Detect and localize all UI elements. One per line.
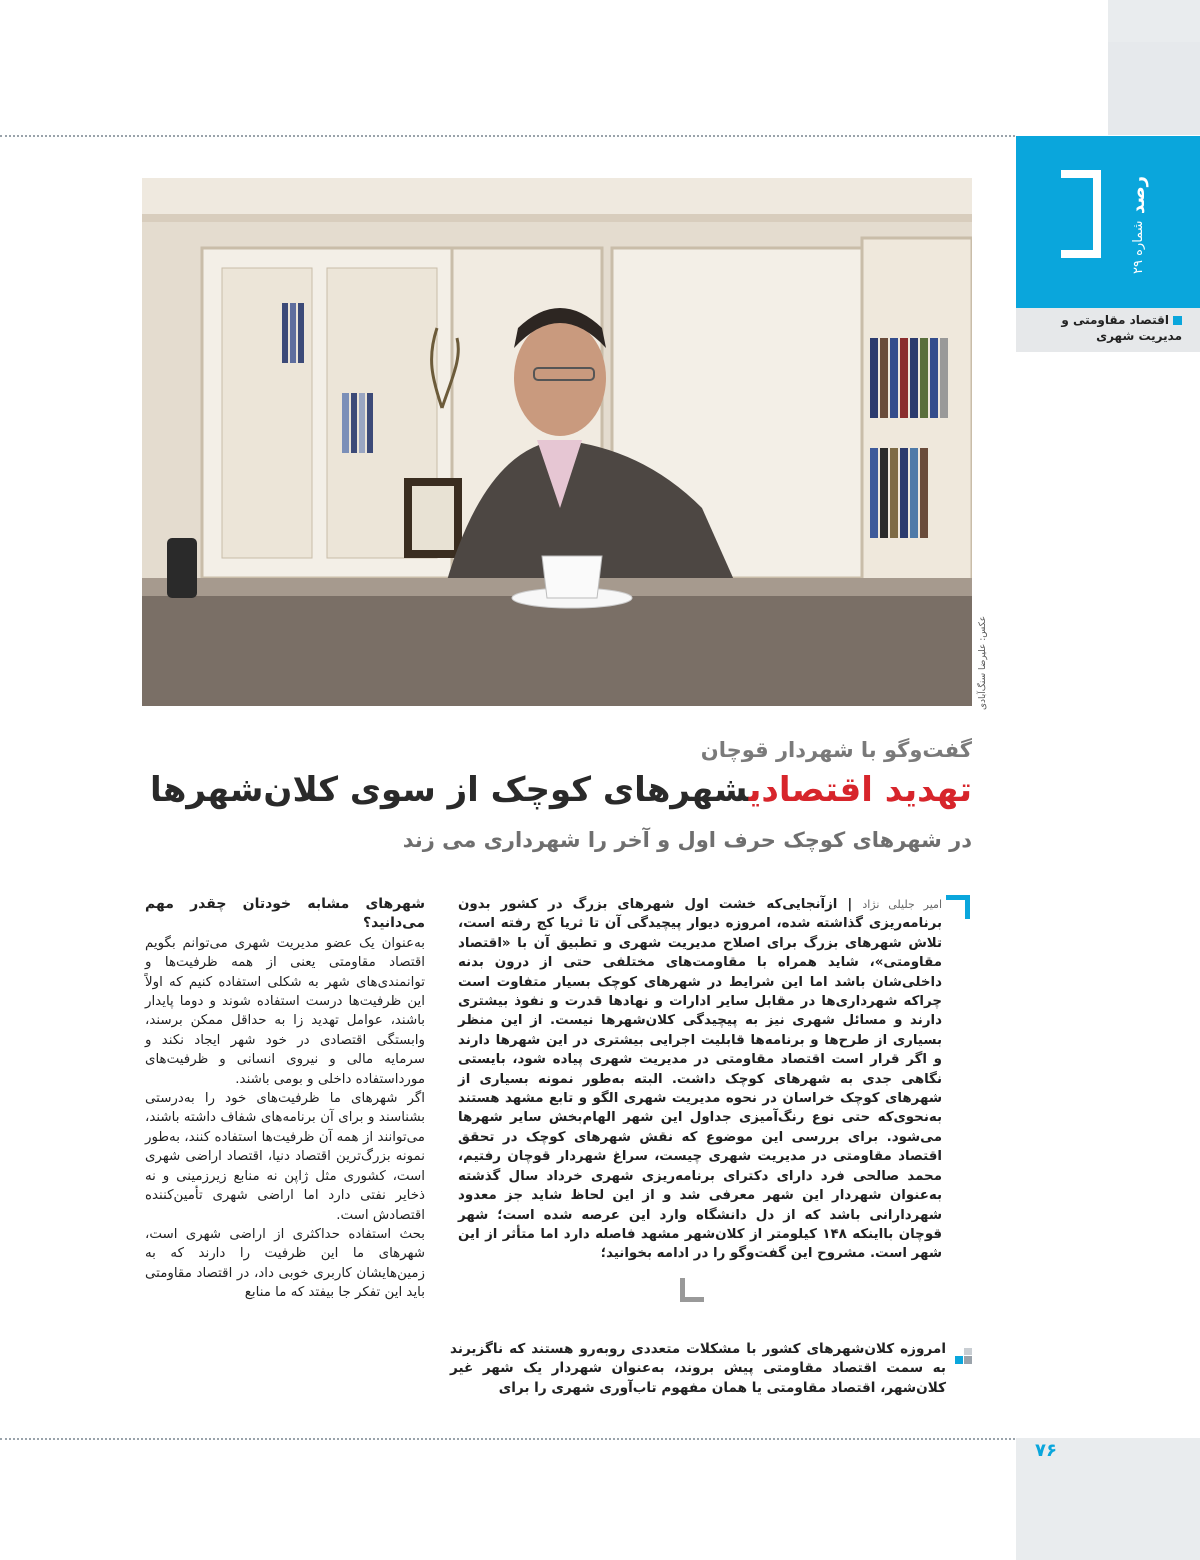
masthead-block <box>1016 136 1200 308</box>
photo-credit: عکس: علیرضا سنگ‌آبادی <box>978 615 988 710</box>
byline-separator: | <box>837 897 853 912</box>
section-square-icon <box>1173 316 1182 325</box>
question-1-text: امروزه کلان‌شهرهای کشور با مشکلات متعددی روبه‌رو هستند که ناگزیرند به سمت اقتصاد مقاومتی پیش بروند، به‌عنوان شهردار یک شهر غیر کلان‌شهر، اقتصاد مقاومتی یا همان مفهوم تاب‌آوری شهری را برای <box>450 1341 946 1396</box>
intro-end-icon <box>680 1278 704 1302</box>
issue-label <box>1128 170 1168 280</box>
kicker: گفت‌وگو با شهردار قوچان <box>700 738 972 762</box>
issue-logo-icon <box>1055 168 1103 260</box>
interview-photo <box>142 178 972 706</box>
question-1-continued: شهرهای مشابه خودتان چقدر مهم می‌دانید؟ <box>145 896 425 932</box>
headline <box>150 770 972 810</box>
question-1 <box>450 1340 970 1398</box>
page-number: ۷۶ <box>1035 1440 1057 1461</box>
top-dotted-rule <box>0 135 1015 137</box>
subhead: در شهرهای کوچک حرف اول و آخر را شهرداری می زند <box>402 828 972 852</box>
intro-paragraph <box>458 895 970 1264</box>
footer-dotted-rule <box>0 1438 1015 1440</box>
issue-number: شماره ۲۹ <box>1131 220 1146 274</box>
header-block-gray <box>1108 42 1200 135</box>
answer-paragraph-2: اگر شهرهای ما ظرفیت‌های خود را به‌درستی بشناسند و برای آن برنامه‌های شفاف داشته باشند، می‌توانند از همه آن ظرفیت‌ها استفاده کنند، به‌طور نمونه بزرگ‌ترین اقتصاد دنیا، اقتصاد اراضی شهری است، کشوری مثل ژاپن نه منابع زیرزمینی و نه ذخایر نفتی دارد اما اراضی شهری تأمین‌کننده اقتصادش است. <box>145 1091 425 1223</box>
section-tag <box>1022 312 1182 344</box>
header-block-white <box>1016 0 1108 135</box>
left-column <box>145 895 425 1303</box>
answer-paragraph-3: بحث استفاده حداکثری از اراضی شهری است، شهرهای ما این ظرفیت را دارند که به زمین‌هایشان کاربری خوبی داد، در اقتصاد مقاومتی باید این تفکر جا بیفتد که ما منابع <box>145 1226 425 1301</box>
photo-illustration <box>142 178 972 706</box>
brand-name: رصد <box>1128 176 1149 215</box>
headline-red: تهدید اقتصادی <box>748 770 972 810</box>
section-label: اقتصاد مقاومتی و مدیریت شهری <box>1061 313 1182 343</box>
headline-rest: شهرهای کوچک از سوی کلان‌شهرها <box>150 770 749 810</box>
answer-paragraph-1: به‌عنوان یک عضو مدیریت شهری می‌توانم بگویم اقتصاد مقاومتی یعنی از همه ظرفیت‌ها و توانمندی‌های شهر به شکلی استفاده کنیم که اولاً این ظرفیت‌ها درست استفاده شوند و دوما پایدار باشند، عوامل تهدید زا به حداقل ممکن برسند، وابستگی اقتصادی در خود شهر ایجاد نکند و سرمایه مالی و نیروی انسانی و ظرفیت‌های مورداستفاده داخلی و بومی باشند. <box>145 935 425 1087</box>
author-byline: امیر جلیلی نژاد <box>862 898 942 911</box>
intro-text: ازآنجایی‌که خشت اول شهرهای بزرگ در کشور بدون برنامه‌ریزی گذاشته شده، امروزه دیوار پیچیدگی آن تا ثریا کج رفته است، تلاش شهرهای بزرگ برای اصلاح مدیریت شهری و تطبیق آن با «اقتصاد مقاومتی»، شاید همراه با مقاومت‌های مختلفی حتی از درون بدنه داخلی‌شان باشد اما این شرایط در شهرهای کوچک بسیار متفاوت است چراکه شهرداری‌ها در مقابل سایر ادارات و نهادها قدرت و نفوذ بیشتری دارند و مسائل شهری نیز به پیچیدگی کلان‌شهرها نیست. از این منظر بسیاری از طرح‌ها و برنامه‌ها قابلیت اجرایی بیشتری در این شهرها دارند و اگر قرار است اقتصاد مقاومتی در مدیریت شهری پیاده شود، بایستی نگاهی جدی به شهرهای کوچک داشت. البته به‌طور نمونه بسیاری از شهرهای کوچک خراسان در نحوه مدیریت شهری الگو و تابع مشهد هستند به‌نحوی‌که حتی نوع رنگ‌آمیزی جداول این شهر الهام‌بخش سایر شهرها می‌شود. برای بررسی این موضوع که نقش شهرهای کوچک در تحقق اقتصاد مقاومتی در مدیریت شهری چیست، سراغ شهردار قوچان رفتیم، محمد صالحی فرد دارای دکترای برنامه‌ریزی شهری خرداد سال گذشته به‌عنوان شهردار این شهر معرفی شد و از این لحاظ شاید جز معدود شهردارانی باشد که از دل دانشگاه وارد این عرصه شده است؛ شهر قوچان بااینکه ۱۴۸ کیلومتر از کلان‌شهر مشهد فاصله دارد اما متأثر از این شهر است. مشروح این گفت‌وگو را در ادامه بخوانید؛ <box>458 897 942 1262</box>
